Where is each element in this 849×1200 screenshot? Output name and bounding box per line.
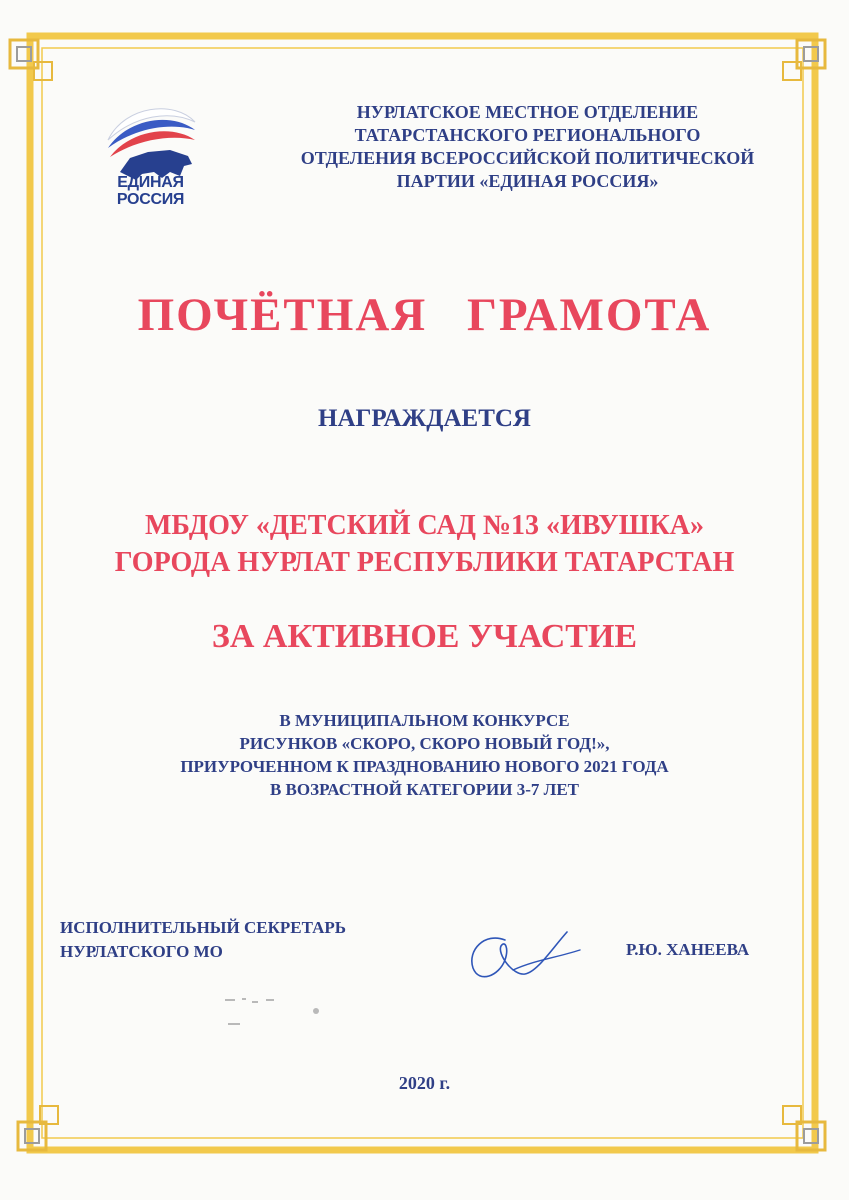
award-details	[0, 709, 849, 801]
corner-ornament-bottom-left	[18, 1106, 58, 1150]
details-line: В ВОЗРАСТНОЙ КАТЕГОРИИ 3-7 ЛЕТ	[269, 780, 580, 799]
award-reason: ЗА АКТИВНОЕ УЧАСТИЕ	[211, 618, 638, 655]
recipient-name	[0, 507, 849, 581]
corner-ornament-top-right	[783, 40, 825, 80]
details-line: ПРИУРОЧЕННОМ К ПРАЗДНОВАНИЮ НОВОГО 2021 ГОДА	[180, 757, 669, 776]
year: 2020 г.	[398, 1073, 451, 1093]
details-line: В МУНИЦИПАЛЬНОМ КОНКУРСЕ	[279, 711, 570, 730]
signer-title-line: ИСПОЛНИТЕЛЬНЫЙ СЕКРЕТАРЬ	[60, 918, 347, 937]
organization-line: ТАТАРСТАНСКОГО РЕГИОНАЛЬНОГО	[354, 125, 701, 145]
details-line: РИСУНКОВ «СКОРО, СКОРО НОВЫЙ ГОД!»,	[239, 734, 610, 753]
signer-title-line: НУРЛАТСКОГО МО	[60, 942, 223, 961]
awarded-label: НАГРАЖДАЕТСЯ	[318, 405, 531, 432]
recipient-line: ГОРОДА НУРЛАТ РЕСПУБЛИКИ ТАТАРСТАН	[114, 547, 735, 578]
logo-text-line2: РОССИЯ	[116, 191, 185, 208]
organization-heading	[255, 101, 800, 193]
scan-specks	[220, 995, 330, 1030]
signer-title	[60, 916, 346, 964]
certificate-title: ПОЧЁТНАЯ ГРАМОТА	[137, 289, 712, 341]
recipient-line: МБДОУ «ДЕТСКИЙ САД №13 «ИВУШКА»	[144, 510, 705, 541]
handwritten-signature	[455, 910, 585, 990]
signer-name: Р.Ю. ХАНЕЕВА	[626, 940, 750, 959]
organization-line: ОТДЕЛЕНИЯ ВСЕРОССИЙСКОЙ ПОЛИТИЧЕСКОЙ	[300, 148, 755, 168]
organization-line: НУРЛАТСКОЕ МЕСТНОЕ ОТДЕЛЕНИЕ	[356, 102, 699, 122]
organization-line: ПАРТИИ «ЕДИНАЯ РОССИЯ»	[396, 171, 659, 191]
logo-text-line1: ЕДИНАЯ	[117, 174, 184, 191]
corner-ornament-bottom-right	[783, 1106, 825, 1150]
